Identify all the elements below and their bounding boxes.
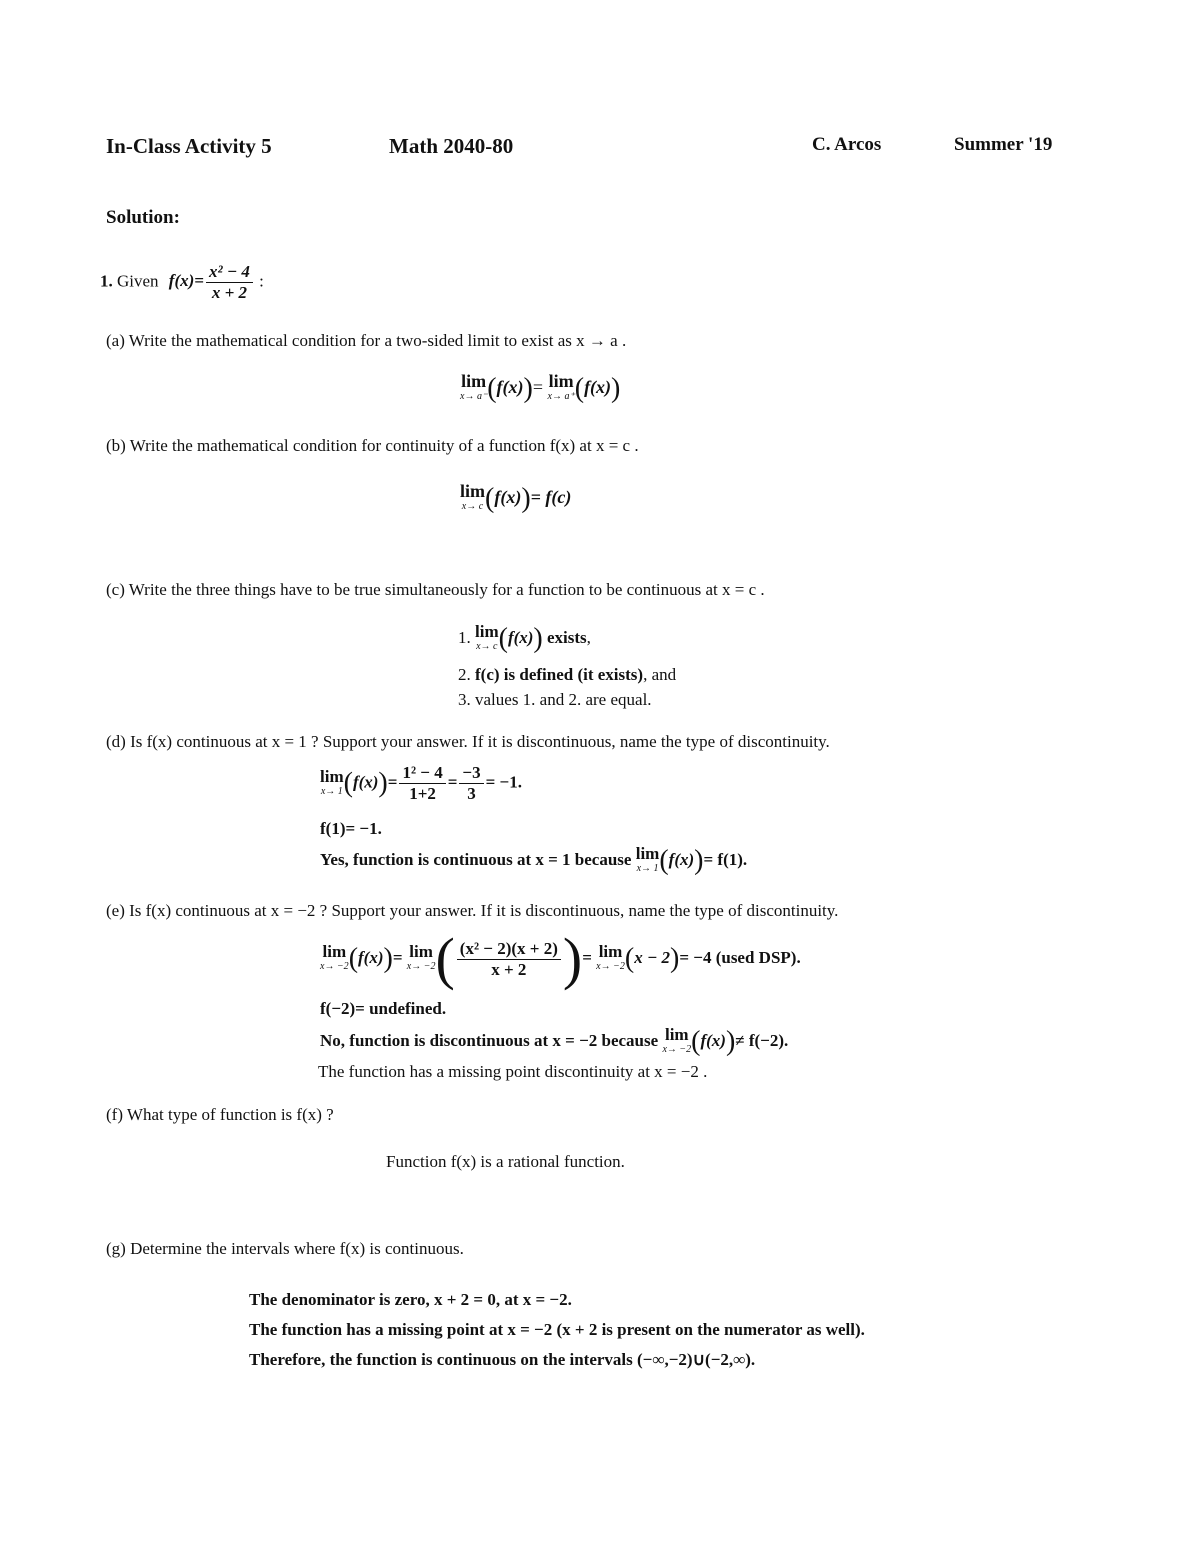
- part-f-answer: Function f(x) is a rational function.: [386, 1152, 625, 1171]
- solution-label: Solution:: [106, 207, 180, 228]
- part-b-question: (b) Write the mathematical condition for continuity of a function f(x) at x = c .: [106, 436, 639, 455]
- part-c-item1: 1. lim x→ c (f(x)) exists,: [458, 622, 591, 654]
- part-d-limit: lim x→ 1 (f(x))= $\frac{\text{1² − 4}}{1+2}$ = $\frac{-3}{3}$ = −1.: [320, 763, 522, 803]
- part-e-f-neg2: f(−2)= undefined.: [320, 999, 447, 1018]
- course-code: Math 2040-80: [389, 134, 514, 158]
- part-b-condition: lim x→ c (f(x))= f(c): [460, 481, 572, 514]
- part-d-f1: f(1)= −1.: [320, 819, 382, 838]
- part-g-line2: The function has a missing point at x = −2 (x + 2 is present on the numerator as well).: [249, 1320, 865, 1339]
- part-g-line3: Therefore, the function is continuous on the intervals (−∞,−2)∪(−2,∞).: [249, 1350, 756, 1369]
- instructor-name: C. Arcos: [812, 134, 882, 155]
- part-f-question: (f) What type of function is f(x) ?: [106, 1105, 334, 1124]
- part-e-conclusion: No, function is discontinuous at x = −2 because lim x→ −2 (f(x))≠ f(−2).: [320, 1025, 789, 1057]
- part-d-question: (d) Is f(x) continuous at x = 1 ? Support your answer. If it is discontinuous, name the type of discontinuity.: [106, 732, 830, 751]
- part-a-question: (a) Write the mathematical condition for a two-sided limit to exist as x → a .: [106, 331, 627, 350]
- part-d-conclusion: Yes, function is continuous at x = 1 because lim x→ 1 (f(x))= f(1).: [320, 844, 748, 876]
- part-c-item2: 2. f(c) is defined (it exists), and: [458, 665, 677, 684]
- problem1-given: 1. Given f(x)= $\frac{\text{x² − 4}}{x + 2}$ :: [100, 262, 264, 302]
- part-a-condition: lim x→ a⁻ (f(x))= lim x→ a⁺ (f(x)): [460, 371, 621, 404]
- term-label: Summer '19: [954, 134, 1053, 155]
- part-e-question: (e) Is f(x) continuous at x = −2 ? Support your answer. If it is discontinuous, name the type of discontinuity.: [106, 901, 839, 920]
- part-c-item3: 3. values 1. and 2. are equal.: [458, 690, 652, 709]
- given-fraction: $\frac{\text{x² − 4}}{x + 2}$: [206, 262, 253, 303]
- part-e-limit: lim x→ −2 (f(x))= lim x→ −2 ( $\frac{\text{(x² − 2)(x + 2)}}{x + 2}$ )= lim x→ −2 (x − 2)= −4 (used DSP).: [320, 926, 801, 991]
- part-g-question: (g) Determine the intervals where f(x) is continuous.: [106, 1239, 464, 1258]
- activity-title: In-Class Activity 5: [106, 134, 272, 158]
- part-c-question: (c) Write the three things have to be true simultaneously for a function to be continuous at x = c .: [106, 580, 765, 599]
- part-g-line1: The denominator is zero, x + 2 = 0, at x = −2.: [249, 1290, 572, 1309]
- part-e-discontinuity-type: The function has a missing point discontinuity at x = −2 .: [318, 1062, 708, 1081]
